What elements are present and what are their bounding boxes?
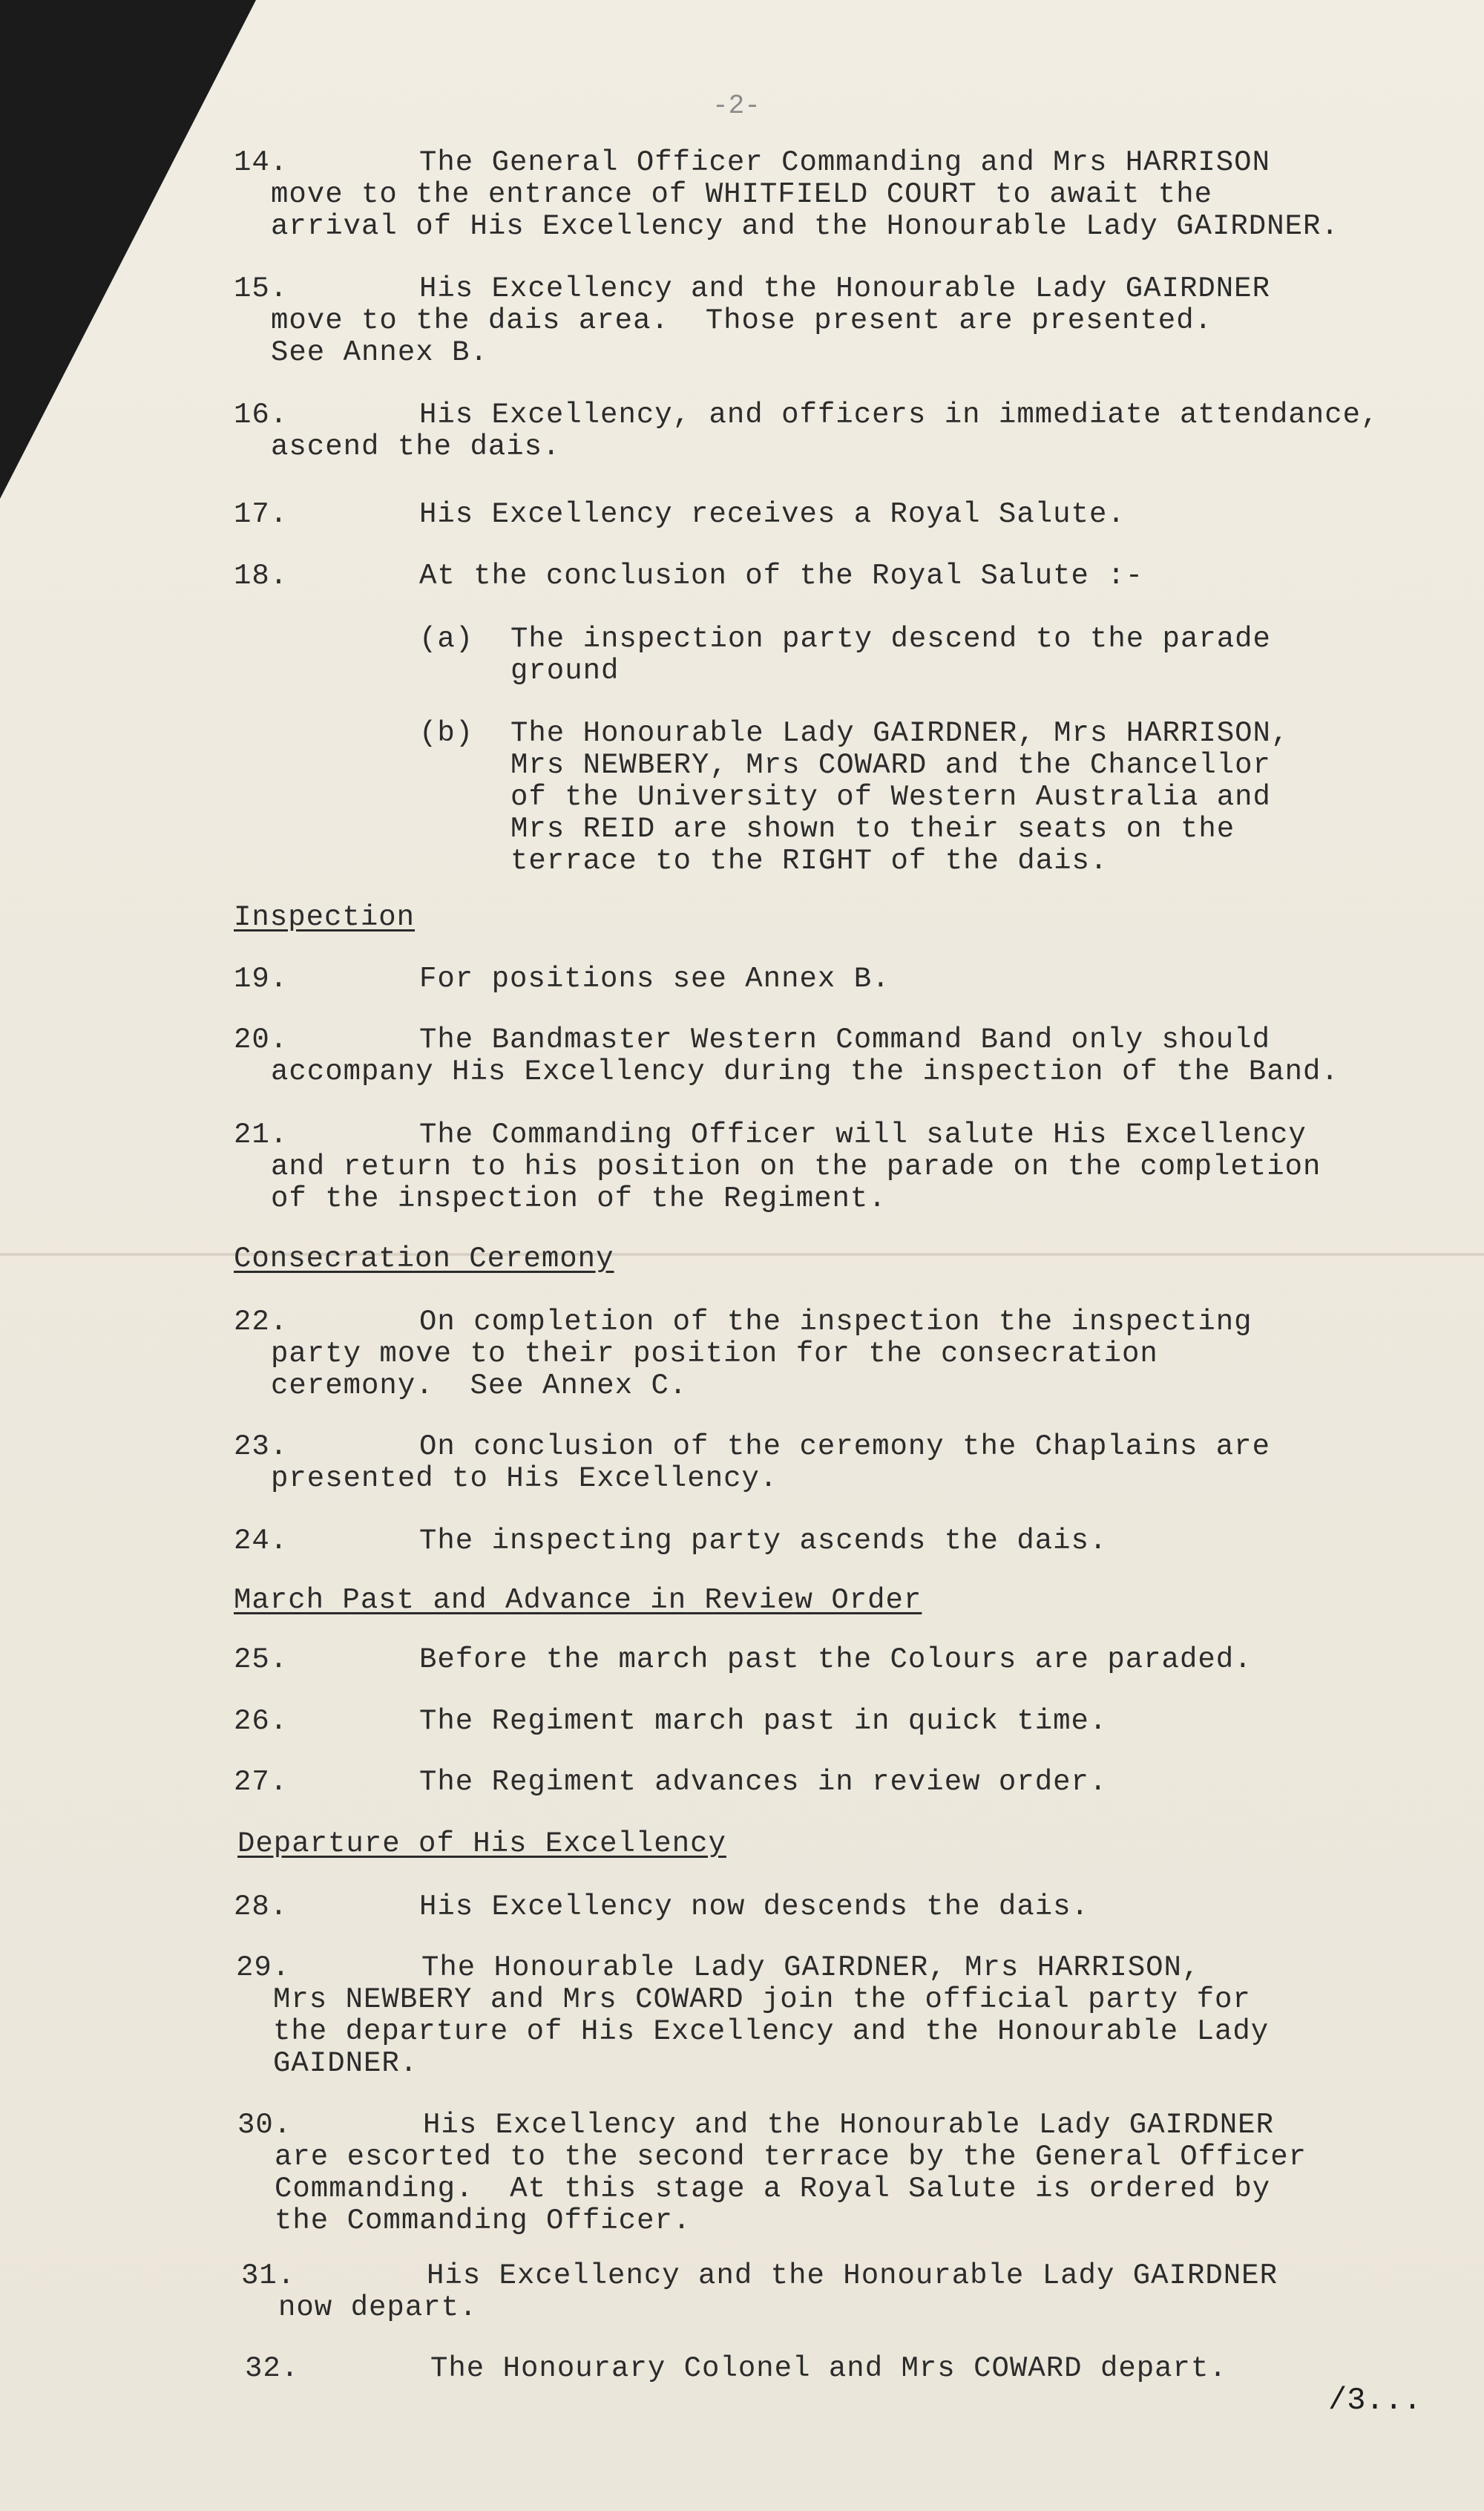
subparagraph-a (419, 623, 1271, 687)
paragraph-line: The General Officer Commanding and Mrs HARRISON (419, 146, 1270, 179)
paragraph-line: arrival of His Excellency and the Honourable Lady GAIRDNER. (271, 210, 1339, 243)
paragraph-number: 32. (245, 2352, 300, 2385)
subparagraph-line: ground (510, 655, 620, 687)
paragraph-line: the Commanding Officer. (275, 2204, 692, 2237)
paragraph-line: ceremony. See Annex C. (271, 1369, 688, 1402)
paragraph-line: now depart. (278, 2291, 478, 2324)
paragraph-19 (234, 963, 890, 995)
paragraph-18 (234, 560, 1143, 592)
paragraph-line: His Excellency and the Honourable Lady GAIRDNER (423, 2109, 1274, 2141)
paragraph-line: The Commanding Officer will salute His Excellency (419, 1119, 1307, 1151)
paragraph-line: On conclusion of the ceremony the Chaplains are (419, 1430, 1270, 1463)
paragraph-number: 26. (234, 1705, 289, 1738)
paragraph-line: On completion of the inspection the inspecting (419, 1306, 1252, 1338)
paragraph-31 (241, 2260, 1278, 2324)
paragraph-number: 24. (234, 1525, 289, 1557)
subparagraph-label: (b) (419, 717, 474, 750)
paragraph-15 (234, 273, 1270, 369)
paragraph-line: The Honourable Lady GAIRDNER, Mrs HARRISON, (421, 1951, 1201, 1984)
paragraph-22 (234, 1306, 1252, 1402)
paragraph-14 (234, 147, 1339, 243)
section-heading-consecration: Consecration Ceremony (234, 1243, 614, 1275)
paragraph-number: 20. (234, 1024, 289, 1056)
paragraph-line: See Annex B. (271, 336, 488, 369)
subparagraph-label: (a) (419, 623, 474, 655)
subparagraph-line: The Honourable Lady GAIRDNER, Mrs HARRISON, (510, 717, 1290, 750)
paragraph-30 (237, 2109, 1307, 2237)
paragraph-line: and return to his position on the parade on the completion (271, 1150, 1322, 1183)
paragraph-line: move to the dais area. Those present are presented. (271, 304, 1212, 337)
paragraph-line: accompany His Excellency during the inspection of the Band. (271, 1055, 1339, 1088)
paragraph-17 (234, 499, 1126, 531)
paragraph-number: 17. (234, 498, 289, 531)
paragraph-26 (234, 1706, 1107, 1738)
paragraph-line: Before the march past the Colours are paraded. (419, 1643, 1252, 1676)
page-number: -2- (712, 91, 761, 121)
paragraph-number: 27. (234, 1766, 289, 1798)
paragraph-number: 25. (234, 1643, 289, 1676)
paragraph-number: 18. (234, 560, 289, 592)
paragraph-line: ascend the dais. (271, 430, 561, 463)
paragraph-number: 21. (234, 1119, 289, 1151)
paragraph-line: Mrs NEWBERY and Mrs COWARD join the official party for (273, 1983, 1251, 2016)
paragraph-line: His Excellency now descends the dais. (419, 1890, 1089, 1923)
paragraph-line: move to the entrance of WHITFIELD COURT to await the (271, 178, 1212, 211)
paragraph-line: The Regiment march past in quick time. (419, 1705, 1108, 1738)
subparagraph-line: Mrs REID are shown to their seats on the (510, 813, 1235, 845)
paragraph-20 (234, 1024, 1339, 1088)
paragraph-line: are escorted to the second terrace by the General Officer (275, 2141, 1307, 2173)
paragraph-25 (234, 1644, 1252, 1676)
paragraph-23 (234, 1431, 1270, 1495)
paragraph-32 (245, 2353, 1227, 2385)
subparagraph-line: of the University of Western Australia and (510, 781, 1271, 813)
paragraph-number: 22. (234, 1306, 289, 1338)
paragraph-line: At the conclusion of the Royal Salute :- (419, 560, 1144, 592)
paragraph-line: Commanding. At this stage a Royal Salute is ordered by (275, 2173, 1271, 2205)
subparagraph-line: terrace to the RIGHT of the dais. (510, 845, 1109, 877)
paragraph-line: The Honourary Colonel and Mrs COWARD depart. (430, 2352, 1227, 2385)
continuation-marker: /3... (1328, 2383, 1422, 2418)
section-heading-march-past: March Past and Advance in Review Order (234, 1584, 922, 1617)
paragraph-number: 14. (234, 146, 289, 179)
paragraph-line: For positions see Annex B. (419, 963, 890, 995)
paragraph-28 (234, 1891, 1089, 1923)
subparagraph-b (419, 718, 1289, 877)
paragraph-21 (234, 1119, 1321, 1215)
paragraph-number: 19. (234, 963, 289, 995)
paragraph-number: 28. (234, 1890, 289, 1923)
paragraph-line: His Excellency and the Honourable Lady GAIRDNER (419, 272, 1270, 305)
paragraph-16 (234, 399, 1379, 463)
subparagraph-line: Mrs NEWBERY, Mrs COWARD and the Chancellor (510, 749, 1271, 782)
paragraph-line: The Bandmaster Western Command Band only should (419, 1024, 1270, 1056)
paragraph-number: 31. (241, 2259, 296, 2292)
paragraph-line: The Regiment advances in review order. (419, 1766, 1108, 1798)
paragraph-number: 29. (236, 1951, 291, 1984)
paragraph-line: His Excellency receives a Royal Salute. (419, 498, 1126, 531)
paragraph-line: the departure of His Excellency and the Honourable Lady (273, 2015, 1270, 2048)
section-heading-departure: Departure of His Excellency (237, 1827, 726, 1860)
paragraph-29 (236, 1952, 1269, 2080)
paragraph-number: 16. (234, 399, 289, 431)
paragraph-27 (234, 1767, 1107, 1798)
paragraph-24 (234, 1525, 1107, 1557)
paragraph-number: 23. (234, 1430, 289, 1463)
paragraph-line: GAIDNER. (273, 2047, 418, 2080)
paragraph-line: His Excellency and the Honourable Lady GAIRDNER (427, 2259, 1278, 2292)
subparagraph-line: The inspection party descend to the parade (510, 623, 1271, 655)
paragraph-line: His Excellency, and officers in immediate attendance, (419, 399, 1379, 431)
paragraph-line: The inspecting party ascends the dais. (419, 1525, 1108, 1557)
paragraph-line: presented to His Excellency. (271, 1462, 778, 1495)
paragraph-number: 30. (237, 2109, 292, 2141)
paragraph-number: 15. (234, 272, 289, 305)
paragraph-line: of the inspection of the Regiment. (271, 1182, 887, 1215)
section-heading-inspection: Inspection (234, 901, 416, 934)
paragraph-line: party move to their position for the consecration (271, 1338, 1158, 1370)
